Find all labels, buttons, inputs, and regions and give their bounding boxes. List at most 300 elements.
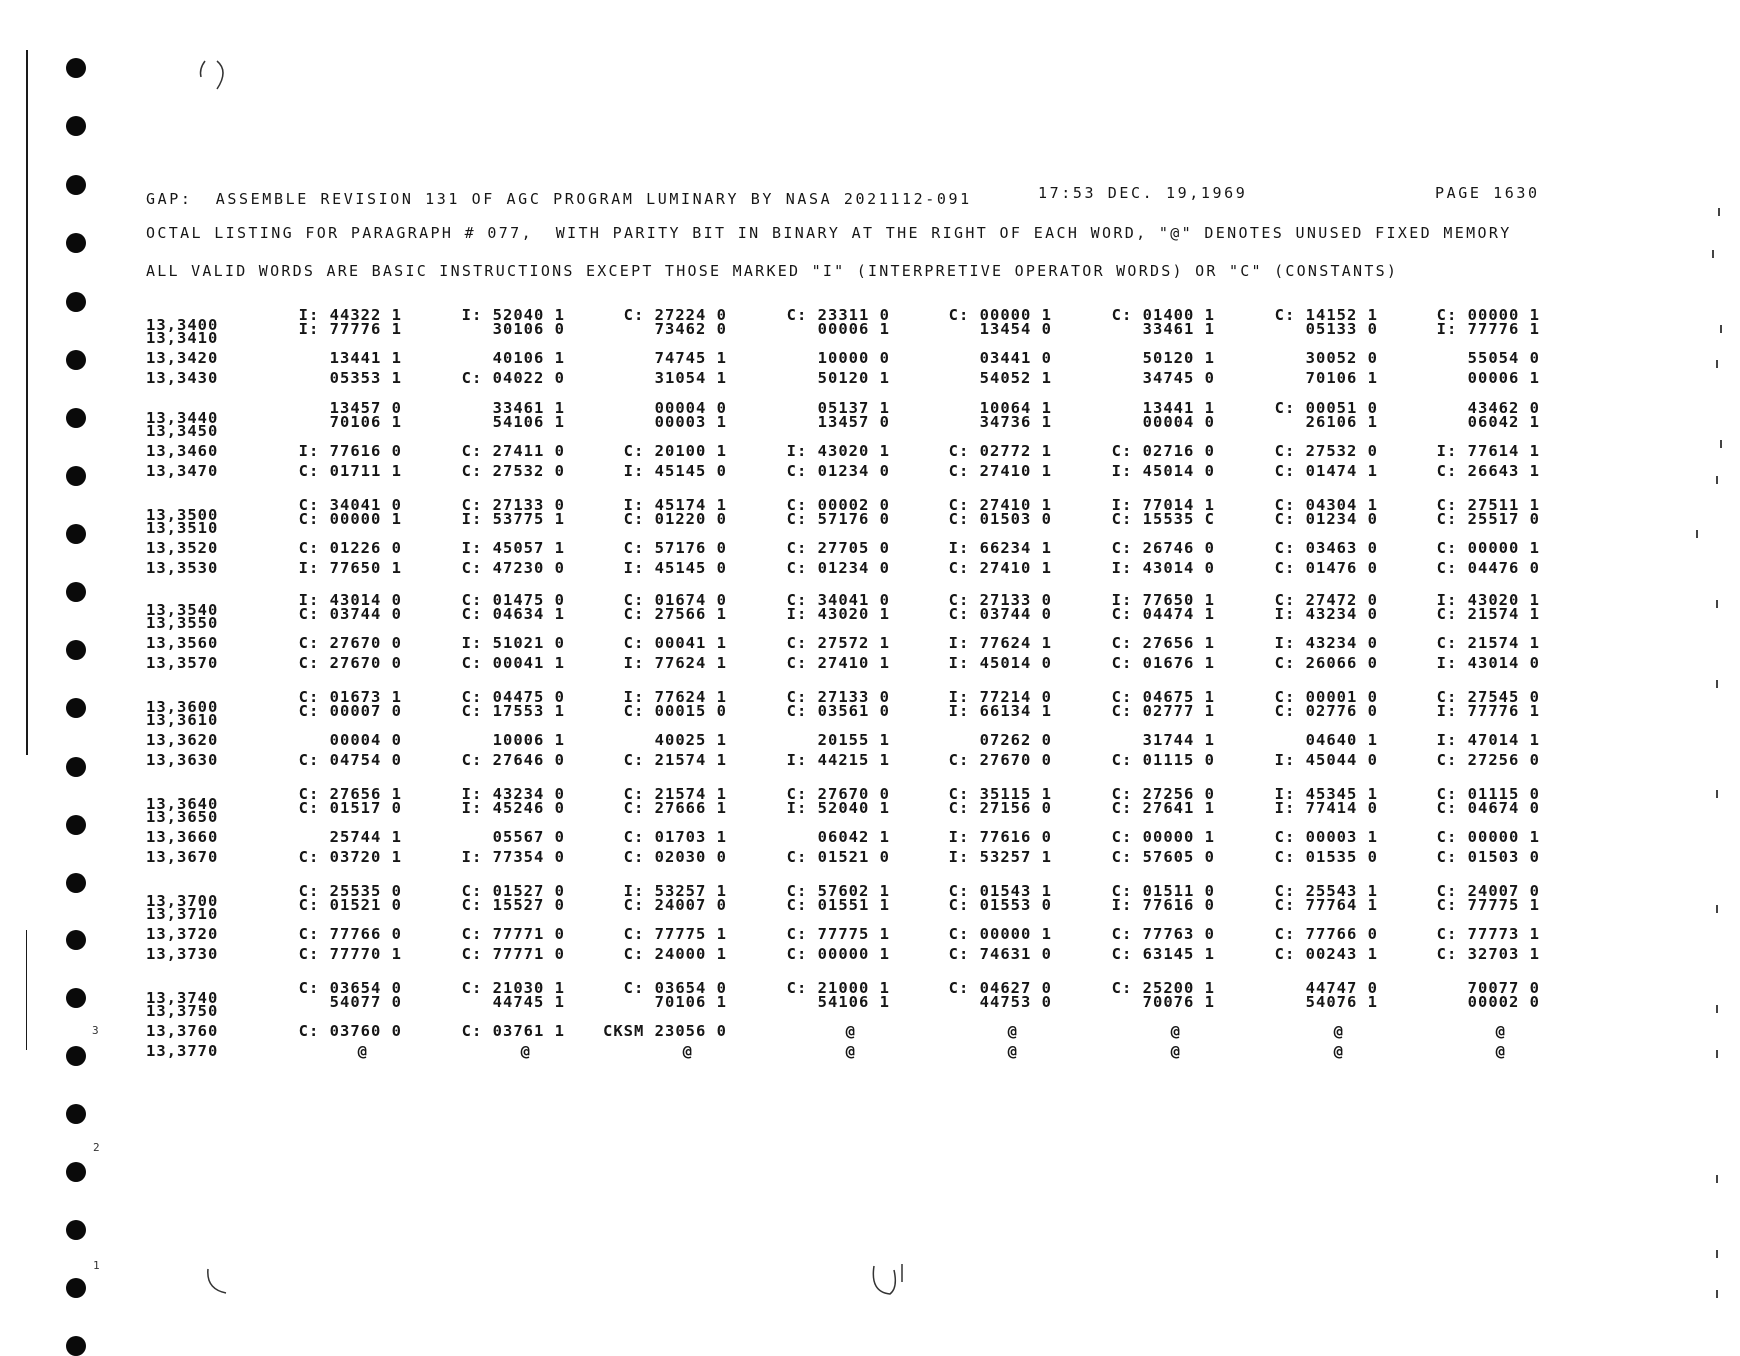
sprocket-hole	[66, 930, 86, 950]
octal-word: C: 27670 0	[298, 654, 402, 672]
octal-word: C: 04754 0	[298, 751, 402, 769]
octal-word: C: 00243 1	[1274, 945, 1378, 963]
octal-word: @	[682, 1042, 693, 1060]
octal-word: C: 01711 1	[298, 462, 402, 480]
octal-word: C: 00051 0	[1274, 399, 1378, 417]
octal-word: 73462 0	[654, 320, 727, 338]
octal-word: I: 66234 1	[948, 539, 1052, 557]
octal-word: C: 03744 0	[948, 605, 1052, 623]
sprocket-hole	[66, 1046, 86, 1066]
octal-word: I: 43020 1	[786, 605, 890, 623]
octal-word: C: 24007 0	[1436, 882, 1540, 900]
octal-word: C: 04675 1	[1111, 688, 1215, 706]
octal-word: C: 27133 0	[461, 496, 565, 514]
octal-word: C: 00002 0	[786, 496, 890, 514]
sprocket-hole	[66, 292, 86, 312]
octal-word: C: 17553 1	[461, 702, 565, 720]
octal-word: C: 77766 0	[1274, 925, 1378, 943]
octal-word: C: 03744 0	[298, 605, 402, 623]
row-address: 13,3400	[146, 316, 219, 334]
row-address: 13,3650	[146, 808, 219, 826]
sprocket-hole	[66, 1220, 86, 1240]
octal-word: C: 27133 0	[786, 688, 890, 706]
octal-word: C: 27256 0	[1436, 751, 1540, 769]
edge-speck	[1718, 208, 1720, 216]
octal-word: I: 45057 1	[461, 539, 565, 557]
octal-word: C: 21574 1	[623, 751, 727, 769]
octal-word: C: 77773 1	[1436, 925, 1540, 943]
octal-word: C: 01551 1	[786, 896, 890, 914]
octal-word: C: 04304 1	[1274, 496, 1378, 514]
octal-word: I: 77776 1	[1436, 702, 1540, 720]
octal-word: C: 01234 0	[786, 559, 890, 577]
octal-word: I: 43020 1	[786, 442, 890, 460]
octal-word: C: 27224 0	[623, 306, 727, 324]
octal-word: 05137 1	[817, 399, 890, 417]
octal-word: C: 00041 1	[623, 634, 727, 652]
octal-word: CKSM 23056 0	[603, 1022, 727, 1040]
octal-word: C: 01673 1	[298, 688, 402, 706]
left-margin-rule-lower	[26, 930, 27, 1050]
octal-word: C: 01511 0	[1111, 882, 1215, 900]
octal-word: C: 77771 0	[461, 945, 565, 963]
octal-word: C: 01674 0	[623, 591, 727, 609]
octal-word: C: 00001 0	[1274, 688, 1378, 706]
octal-word: 70106 1	[329, 413, 402, 431]
octal-word: I: 45014 0	[1111, 462, 1215, 480]
octal-word: 06042 1	[817, 828, 890, 846]
octal-word: C: 00000 1	[786, 945, 890, 963]
octal-word: C: 25517 0	[1436, 510, 1540, 528]
row-address: 13,3640	[146, 795, 219, 813]
octal-word: @	[1495, 1042, 1506, 1060]
octal-word: 54076 1	[1305, 993, 1378, 1011]
octal-word: 06042 1	[1467, 413, 1540, 431]
octal-word: C: 77775 1	[1436, 896, 1540, 914]
octal-word: C: 57602 1	[786, 882, 890, 900]
octal-word: C: 24007 0	[623, 896, 727, 914]
octal-word: @	[1333, 1022, 1344, 1040]
octal-word: C: 00000 1	[1436, 828, 1540, 846]
octal-word: C: 01503 0	[1436, 848, 1540, 866]
octal-word: C: 35115 1	[948, 785, 1052, 803]
octal-word: C: 63145 1	[1111, 945, 1215, 963]
sprocket-hole	[66, 1278, 86, 1298]
octal-word: C: 02776 0	[1274, 702, 1378, 720]
octal-word: C: 15535 C	[1111, 510, 1215, 528]
header-page-number: PAGE 1630	[1435, 184, 1540, 202]
octal-word: 13457 0	[817, 413, 890, 431]
sprocket-hole	[66, 175, 86, 195]
octal-word: C: 00000 1	[948, 925, 1052, 943]
octal-word: 70106 1	[1305, 369, 1378, 387]
octal-word: C: 00015 0	[623, 702, 727, 720]
row-address: 13,3530	[146, 559, 219, 577]
row-address: 13,3630	[146, 751, 219, 769]
octal-word: C: 00007 0	[298, 702, 402, 720]
octal-word: I: 45246 0	[461, 799, 565, 817]
octal-word: @	[520, 1042, 531, 1060]
octal-word: 54106 1	[492, 413, 565, 431]
octal-word: C: 01115 0	[1111, 751, 1215, 769]
octal-word: C: 21030 1	[461, 979, 565, 997]
octal-word: 31744 1	[1142, 731, 1215, 749]
octal-word: I: 77616 0	[948, 828, 1052, 846]
octal-word: 10000 0	[817, 349, 890, 367]
sprocket-hole	[66, 757, 86, 777]
row-address: 13,3770	[146, 1042, 219, 1060]
octal-word: C: 04627 0	[948, 979, 1052, 997]
octal-word: I: 43014 0	[1436, 654, 1540, 672]
octal-word: 33461 1	[1142, 320, 1215, 338]
octal-word: 40106 1	[492, 349, 565, 367]
row-address: 13,3600	[146, 698, 219, 716]
row-address: 13,3410	[146, 329, 219, 347]
row-address: 13,3440	[146, 409, 219, 427]
octal-word: I: 47014 1	[1436, 731, 1540, 749]
octal-word: C: 47230 0	[461, 559, 565, 577]
row-address: 13,3610	[146, 711, 219, 729]
octal-word: 00004 0	[654, 399, 727, 417]
octal-word: 34745 0	[1142, 369, 1215, 387]
octal-word: C: 00000 1	[298, 510, 402, 528]
octal-word: 30052 0	[1305, 349, 1378, 367]
octal-word: @	[845, 1022, 856, 1040]
sprocket-hole	[66, 698, 86, 718]
octal-word: I: 77354 0	[461, 848, 565, 866]
octal-word: @	[1495, 1022, 1506, 1040]
octal-word: 43462 0	[1467, 399, 1540, 417]
octal-word: 00004 0	[1142, 413, 1215, 431]
octal-word: I: 77616 0	[298, 442, 402, 460]
octal-word: 26106 1	[1305, 413, 1378, 431]
octal-word: 10006 1	[492, 731, 565, 749]
sprocket-hole	[66, 640, 86, 660]
octal-word: C: 21574 1	[1436, 605, 1540, 623]
octal-word: C: 27133 0	[948, 591, 1052, 609]
octal-word: C: 23311 0	[786, 306, 890, 324]
octal-word: C: 27410 1	[948, 462, 1052, 480]
octal-word: 54077 0	[329, 993, 402, 1011]
octal-word: C: 27641 1	[1111, 799, 1215, 817]
sprocket-hole	[66, 988, 86, 1008]
pencil-mark-top	[195, 55, 235, 95]
octal-word: C: 27511 1	[1436, 496, 1540, 514]
octal-word: C: 02777 1	[1111, 702, 1215, 720]
edge-speck	[1716, 1175, 1718, 1183]
octal-word: C: 25543 1	[1274, 882, 1378, 900]
edge-speck	[1716, 905, 1718, 913]
row-address: 13,3510	[146, 519, 219, 537]
row-address: 13,3710	[146, 905, 219, 923]
edge-speck	[1716, 476, 1718, 484]
octal-word: 44745 1	[492, 993, 565, 1011]
octal-word: C: 26066 0	[1274, 654, 1378, 672]
octal-word: 25744 1	[329, 828, 402, 846]
row-address: 13,3420	[146, 349, 219, 367]
octal-word: C: 77770 1	[298, 945, 402, 963]
octal-word: 13454 0	[979, 320, 1052, 338]
octal-word: I: 43234 0	[1274, 605, 1378, 623]
octal-word: I: 77624 1	[623, 688, 727, 706]
sprocket-hole	[66, 873, 86, 893]
octal-word: C: 01535 0	[1274, 848, 1378, 866]
octal-word: 20155 1	[817, 731, 890, 749]
octal-word: 54106 1	[817, 993, 890, 1011]
octal-word: C: 57605 0	[1111, 848, 1215, 866]
edge-speck	[1716, 360, 1718, 368]
octal-word: C: 27646 0	[461, 751, 565, 769]
octal-word: C: 34041 0	[786, 591, 890, 609]
octal-word: C: 04476 0	[1436, 559, 1540, 577]
octal-word: C: 77771 0	[461, 925, 565, 943]
octal-word: I: 77414 0	[1274, 799, 1378, 817]
octal-word: C: 01220 0	[623, 510, 727, 528]
octal-word: C: 27656 1	[298, 785, 402, 803]
row-address: 13,3720	[146, 925, 219, 943]
octal-word: 55054 0	[1467, 349, 1540, 367]
octal-word: 33461 1	[492, 399, 565, 417]
octal-word: I: 43234 0	[461, 785, 565, 803]
octal-word: C: 01676 1	[1111, 654, 1215, 672]
octal-word: I: 77650 1	[1111, 591, 1215, 609]
margin-number: 3	[92, 1024, 99, 1037]
octal-word: I: 43020 1	[1436, 591, 1540, 609]
octal-word: C: 04634 1	[461, 605, 565, 623]
edge-speck	[1712, 250, 1714, 258]
octal-word: C: 27472 0	[1274, 591, 1378, 609]
octal-word: 03441 0	[979, 349, 1052, 367]
octal-word: C: 57176 0	[623, 539, 727, 557]
row-address: 13,3660	[146, 828, 219, 846]
sprocket-hole	[66, 815, 86, 835]
octal-word: I: 77214 0	[948, 688, 1052, 706]
octal-word: C: 01234 0	[786, 462, 890, 480]
octal-word: I: 77614 1	[1436, 442, 1540, 460]
octal-word: I: 43014 0	[1111, 559, 1215, 577]
octal-word: I: 45014 0	[948, 654, 1052, 672]
edge-speck	[1716, 680, 1718, 688]
octal-word: I: 45345 1	[1274, 785, 1378, 803]
margin-number: 2	[93, 1141, 100, 1154]
octal-word: 00006 1	[817, 320, 890, 338]
margin-number: 1	[93, 1259, 100, 1272]
octal-word: 50120 1	[1142, 349, 1215, 367]
octal-word: 00004 0	[329, 731, 402, 749]
row-address: 13,3520	[146, 539, 219, 557]
octal-word: 05567 0	[492, 828, 565, 846]
octal-word: C: 27670 0	[948, 751, 1052, 769]
sprocket-hole	[66, 58, 86, 78]
sprocket-hole	[66, 1336, 86, 1356]
octal-word: 40025 1	[654, 731, 727, 749]
octal-word: @	[845, 1042, 856, 1060]
octal-word: C: 21574 1	[623, 785, 727, 803]
header-listing-description: OCTAL LISTING FOR PARAGRAPH # 077, WITH PARITY BIT IN BINARY AT THE RIGHT OF EACH WORD, "@" DENOTES UNUSED FIXED MEMORY	[146, 224, 1512, 242]
octal-word: @	[1333, 1042, 1344, 1060]
octal-word: C: 21000 1	[786, 979, 890, 997]
octal-word: C: 25535 0	[298, 882, 402, 900]
octal-word: C: 27670 0	[786, 785, 890, 803]
edge-speck	[1716, 600, 1718, 608]
octal-word: C: 02716 0	[1111, 442, 1215, 460]
octal-word: C: 02030 0	[623, 848, 727, 866]
row-address: 13,3670	[146, 848, 219, 866]
octal-word: 31054 1	[654, 369, 727, 387]
octal-word: C: 15527 0	[461, 896, 565, 914]
octal-word: I: 77776 1	[298, 320, 402, 338]
octal-word: I: 51021 0	[461, 634, 565, 652]
octal-word: C: 03720 1	[298, 848, 402, 866]
octal-word: C: 77775 1	[786, 925, 890, 943]
sprocket-hole	[66, 582, 86, 602]
row-address: 13,3540	[146, 601, 219, 619]
octal-word: C: 01476 0	[1274, 559, 1378, 577]
row-address: 13,3750	[146, 1002, 219, 1020]
octal-word: 44747 0	[1305, 979, 1378, 997]
octal-word: C: 04022 0	[461, 369, 565, 387]
octal-word: 70077 0	[1467, 979, 1540, 997]
sprocket-hole	[66, 524, 86, 544]
octal-word: I: 53257 1	[948, 848, 1052, 866]
octal-word: C: 01475 0	[461, 591, 565, 609]
octal-word: C: 03760 0	[298, 1022, 402, 1040]
octal-word: 74745 1	[654, 349, 727, 367]
octal-word: 00006 1	[1467, 369, 1540, 387]
row-address: 13,3550	[146, 614, 219, 632]
row-address: 13,3570	[146, 654, 219, 672]
octal-word: I: 53257 1	[623, 882, 727, 900]
row-address: 13,3450	[146, 422, 219, 440]
sprocket-hole	[66, 466, 86, 486]
octal-word: C: 27666 1	[623, 799, 727, 817]
edge-speck	[1716, 1290, 1718, 1298]
octal-word: C: 03654 0	[623, 979, 727, 997]
octal-word: C: 27532 0	[461, 462, 565, 480]
edge-speck	[1716, 790, 1718, 798]
sprocket-hole	[66, 116, 86, 136]
octal-word: C: 74631 0	[948, 945, 1052, 963]
octal-word: C: 34041 0	[298, 496, 402, 514]
octal-word: C: 27411 0	[461, 442, 565, 460]
octal-word: @	[1007, 1022, 1018, 1040]
octal-word: 00002 0	[1467, 993, 1540, 1011]
octal-word: I: 77624 1	[623, 654, 727, 672]
octal-word: 13441 1	[1142, 399, 1215, 417]
octal-word: C: 01517 0	[298, 799, 402, 817]
left-margin-rule	[26, 50, 28, 755]
octal-word: C: 27545 0	[1436, 688, 1540, 706]
octal-word: I: 45145 0	[623, 559, 727, 577]
octal-word: C: 27532 0	[1274, 442, 1378, 460]
octal-word: C: 04475 0	[461, 688, 565, 706]
octal-word: C: 27156 0	[948, 799, 1052, 817]
octal-word: I: 52040 1	[461, 306, 565, 324]
pencil-mark-bottom-center	[868, 1262, 918, 1306]
octal-word: C: 27572 1	[786, 634, 890, 652]
octal-word: C: 00000 1	[948, 306, 1052, 324]
octal-word: I: 77650 1	[298, 559, 402, 577]
octal-word: C: 27670 0	[298, 634, 402, 652]
octal-word: I: 52040 1	[786, 799, 890, 817]
octal-word: C: 04674 0	[1436, 799, 1540, 817]
pencil-mark-bottom-left	[200, 1265, 240, 1305]
octal-word: C: 03654 0	[298, 979, 402, 997]
header-title: GAP: ASSEMBLE REVISION 131 OF AGC PROGRAM LUMINARY BY NASA 2021112-091	[146, 190, 972, 208]
octal-word: C: 25200 1	[1111, 979, 1215, 997]
octal-word: 05133 0	[1305, 320, 1378, 338]
octal-word: 44753 0	[979, 993, 1052, 1011]
octal-word: C: 01115 0	[1436, 785, 1540, 803]
sprocket-hole	[66, 350, 86, 370]
octal-word: 70106 1	[654, 993, 727, 1011]
sprocket-hole	[66, 1104, 86, 1124]
octal-word: C: 00000 1	[1111, 828, 1215, 846]
octal-word: C: 77763 0	[1111, 925, 1215, 943]
header-legend: ALL VALID WORDS ARE BASIC INSTRUCTIONS EXCEPT THOSE MARKED "I" (INTERPRETIVE OPERATOR WORDS) OR "C" (CONSTANTS)	[146, 262, 1399, 280]
octal-word: C: 04474 1	[1111, 605, 1215, 623]
octal-word: C: 27410 1	[948, 559, 1052, 577]
octal-word: 05353 1	[329, 369, 402, 387]
octal-word: C: 00000 1	[1436, 306, 1540, 324]
octal-word: C: 27705 0	[786, 539, 890, 557]
row-address: 13,3700	[146, 892, 219, 910]
row-address: 13,3500	[146, 506, 219, 524]
row-address: 13,3620	[146, 731, 219, 749]
octal-word: C: 00003 1	[1274, 828, 1378, 846]
octal-word: C: 01503 0	[948, 510, 1052, 528]
octal-word: C: 77775 1	[623, 925, 727, 943]
octal-word: C: 24000 1	[623, 945, 727, 963]
octal-word: C: 01527 0	[461, 882, 565, 900]
octal-word: C: 14152 1	[1274, 306, 1378, 324]
octal-word: @	[357, 1042, 368, 1060]
octal-word: C: 03761 1	[461, 1022, 565, 1040]
octal-word: 50120 1	[817, 369, 890, 387]
octal-word: 13441 1	[329, 349, 402, 367]
octal-word: I: 53775 1	[461, 510, 565, 528]
octal-word: 34736 1	[979, 413, 1052, 431]
octal-word: 70076 1	[1142, 993, 1215, 1011]
octal-word: C: 27656 1	[1111, 634, 1215, 652]
octal-word: C: 27256 0	[1111, 785, 1215, 803]
row-address: 13,3470	[146, 462, 219, 480]
octal-word: 54052 1	[979, 369, 1052, 387]
row-address: 13,3760	[146, 1022, 219, 1040]
octal-word: I: 44322 1	[298, 306, 402, 324]
header-timestamp: 17:53 DEC. 19,1969	[1038, 184, 1248, 202]
octal-word: C: 26643 1	[1436, 462, 1540, 480]
octal-word: 13457 0	[329, 399, 402, 417]
row-address: 13,3560	[146, 634, 219, 652]
row-address: 13,3740	[146, 989, 219, 1007]
octal-word: C: 20100 1	[623, 442, 727, 460]
edge-speck	[1716, 1050, 1718, 1058]
octal-word: C: 21574 1	[1436, 634, 1540, 652]
octal-word: I: 44215 1	[786, 751, 890, 769]
sprocket-hole	[66, 233, 86, 253]
octal-word: 30106 0	[492, 320, 565, 338]
edge-speck	[1696, 530, 1698, 538]
octal-word: I: 45174 1	[623, 496, 727, 514]
octal-word: C: 77766 0	[298, 925, 402, 943]
octal-word: C: 26746 0	[1111, 539, 1215, 557]
octal-word: C: 02772 1	[948, 442, 1052, 460]
octal-word: C: 01400 1	[1111, 306, 1215, 324]
octal-word: I: 45044 0	[1274, 751, 1378, 769]
octal-word: @	[1170, 1022, 1181, 1040]
octal-word: C: 32703 1	[1436, 945, 1540, 963]
